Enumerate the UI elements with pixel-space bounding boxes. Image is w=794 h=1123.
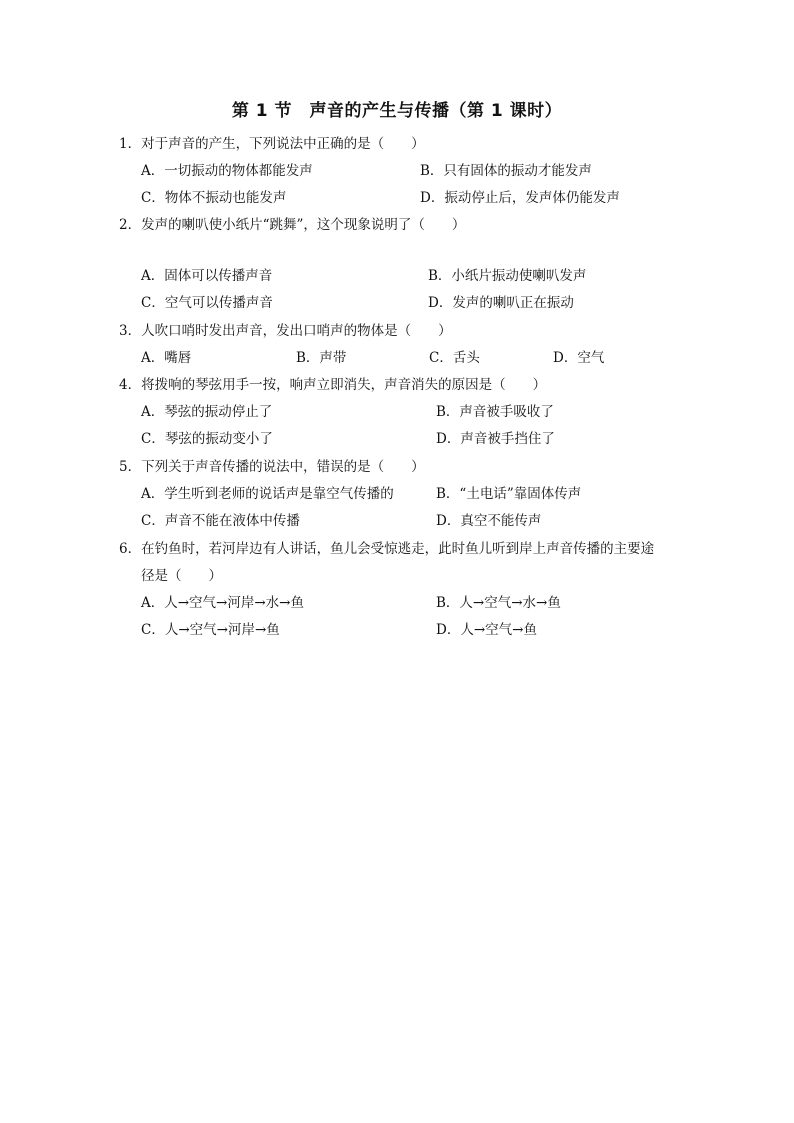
page-title: 第 1 节 声音的产生与传播（第 1 课时） bbox=[231, 101, 563, 121]
question-4-option-b: B．声音被手吸收了 bbox=[436, 404, 554, 420]
question-6-stem: 6．在钓鱼时，若河岸边有人讲话，鱼儿会受惊逃走，此时鱼儿听到岸上声音传播的主要途 bbox=[119, 541, 655, 557]
question-4-stem: 4．将拨响的琴弦用手一按，响声立即消失，声音消失的原因是（ ） bbox=[119, 377, 547, 393]
question-1-option-b: B．只有固体的振动才能发声 bbox=[420, 163, 592, 179]
question-4-option-c: C．琴弦的振动变小了 bbox=[141, 431, 273, 447]
question-2-option-c: C．空气可以传播声音 bbox=[141, 295, 273, 311]
question-2-option-a: A．固体可以传播声音 bbox=[141, 268, 273, 284]
question-6-stem-continued: 径是（ ） bbox=[141, 568, 222, 584]
question-5-option-d: D．真空不能传声 bbox=[436, 513, 542, 529]
question-4-option-d: D．声音被手挡住了 bbox=[436, 431, 555, 447]
question-3-stem: 3．人吹口哨时发出声音，发出口哨声的物体是（ ） bbox=[119, 323, 452, 339]
question-3-option-d: D．空气 bbox=[553, 350, 605, 366]
question-1-option-d: D．振动停止后，发声体仍能发声 bbox=[420, 190, 620, 206]
question-1-stem: 1．对于声音的产生，下列说法中正确的是（ ） bbox=[119, 136, 425, 152]
question-5-option-c: C．声音不能在液体中传播 bbox=[141, 513, 300, 529]
question-3-option-b: B．声带 bbox=[296, 350, 347, 366]
question-6-option-b: B．人→空气→水→鱼 bbox=[436, 595, 561, 611]
question-4-option-a: A．琴弦的振动停止了 bbox=[141, 404, 273, 420]
question-2-option-b: B．小纸片振动使喇叭发声 bbox=[428, 268, 587, 284]
question-5-stem: 5．下列关于声音传播的说法中，错误的是（ ） bbox=[119, 459, 425, 475]
question-1-option-a: A．一切振动的物体都能发声 bbox=[141, 163, 313, 179]
question-2-stem: 2．发声的喇叭使小纸片“跳舞”，这个现象说明了（ ） bbox=[119, 217, 466, 233]
question-2-option-d: D．发声的喇叭正在振动 bbox=[428, 295, 574, 311]
question-5-option-a: A．学生听到老师的说话声是靠空气传播的 bbox=[141, 486, 394, 502]
question-3-option-c: C．舌头 bbox=[429, 350, 480, 366]
question-6-option-a: A．人→空气→河岸→水→鱼 bbox=[141, 595, 304, 611]
question-5-option-b: B．“土电话”靠固体传声 bbox=[436, 486, 582, 502]
question-3-option-a: A．嘴唇 bbox=[141, 350, 192, 366]
question-1-option-c: C．物体不振动也能发声 bbox=[141, 190, 287, 206]
question-6-option-c: C．人→空气→河岸→鱼 bbox=[141, 622, 280, 638]
question-6-option-d: D．人→空气→鱼 bbox=[436, 622, 537, 638]
